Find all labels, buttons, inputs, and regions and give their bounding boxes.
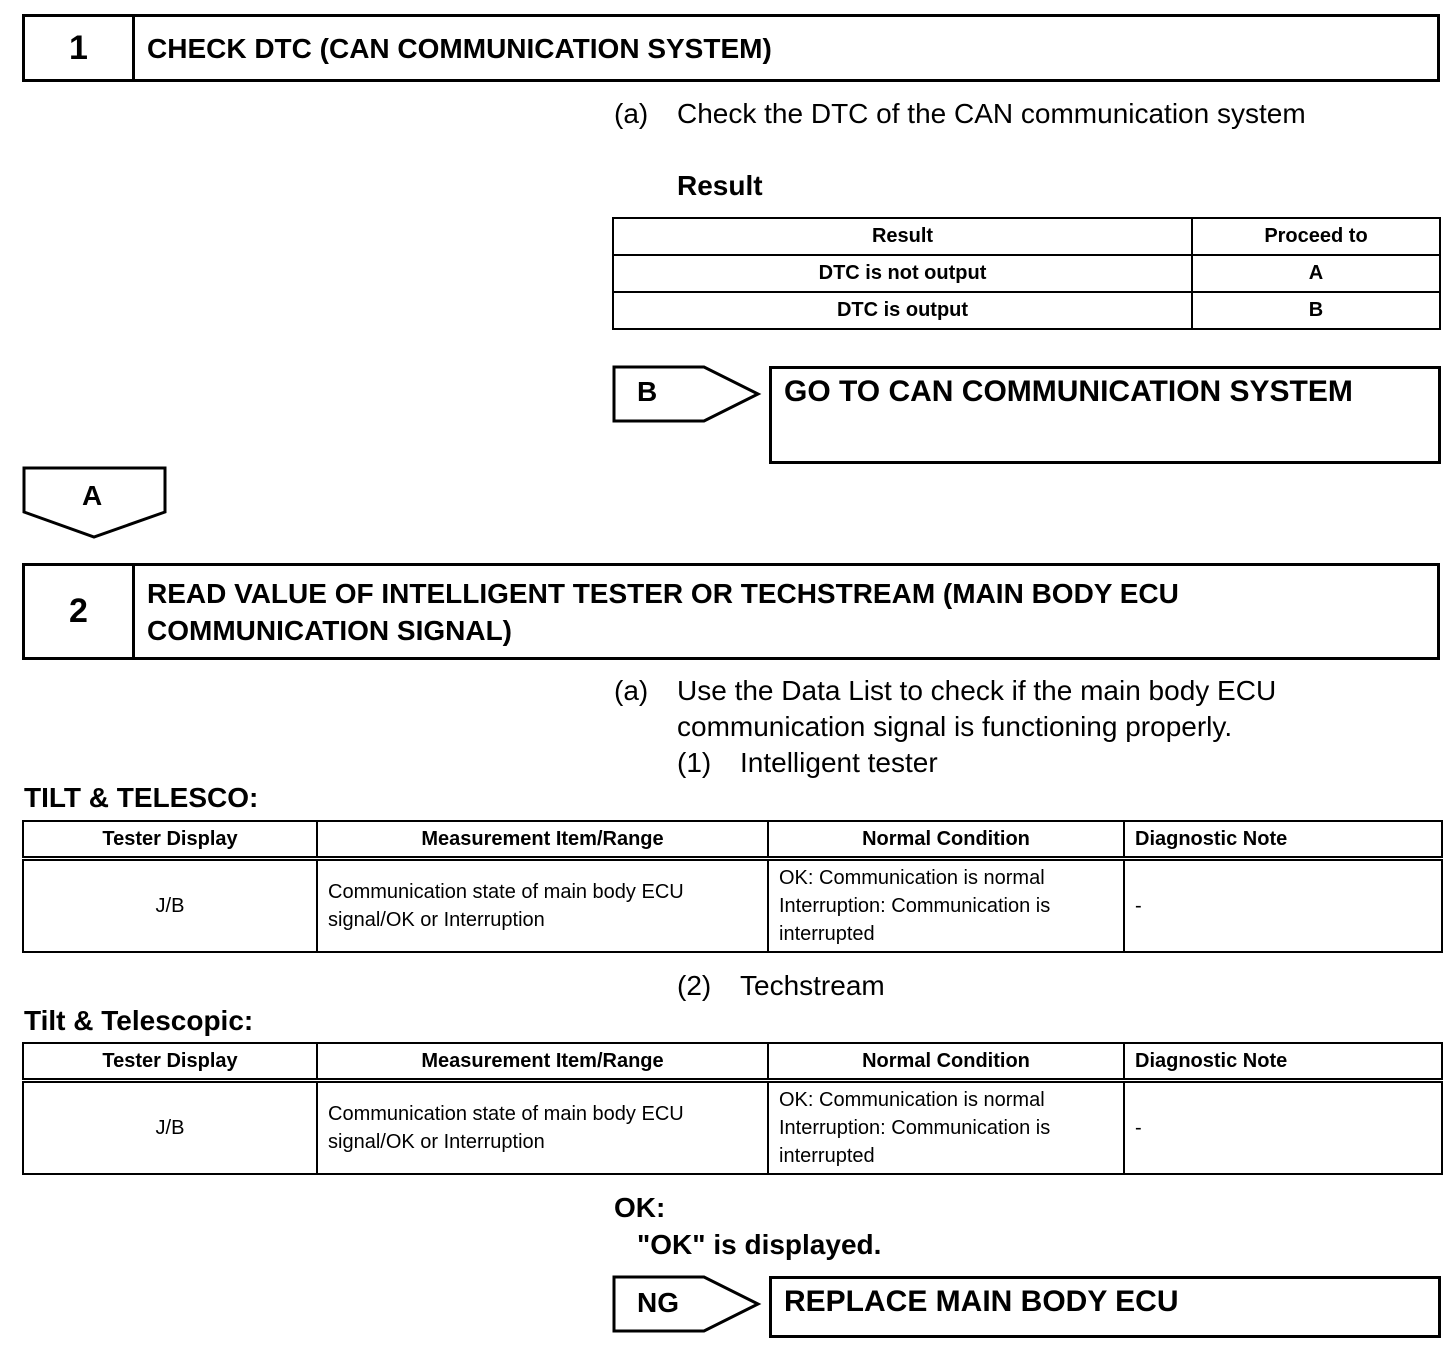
item-label: (a): [614, 98, 649, 129]
cell-line: OK: Communication is normal: [779, 1089, 1045, 1111]
step-2-title: [135, 566, 1437, 657]
cell-line: OK: Communication is normal: [779, 867, 1045, 889]
step-2-title-line-2: COMMUNICATION SIGNAL): [147, 614, 512, 646]
step-2-item-a: [614, 673, 1434, 742]
branch-b-label: B: [637, 376, 658, 407]
branch-b-arrow-icon: [612, 365, 762, 423]
table-header-cell: Tester Display: [23, 821, 317, 859]
table-header-row: [23, 1043, 1442, 1081]
table-cell: DTC is output: [613, 292, 1192, 329]
table-cell: [317, 859, 768, 953]
item-label: (a): [614, 675, 649, 706]
cell-line: Interruption: Communication is: [779, 895, 1051, 917]
table-cell: J/B: [23, 1081, 317, 1175]
result-heading: Result: [677, 170, 763, 201]
cell-line: Communication state of main body ECU: [328, 1103, 684, 1125]
table-cell: DTC is not output: [613, 255, 1192, 292]
step-2-title-line-1: READ VALUE OF INTELLIGENT TESTER OR TECHSTREAM (MAIN BODY ECU: [147, 577, 1179, 609]
item-text-line-2: communication signal is functioning properly.: [677, 711, 1233, 742]
result-table: [612, 217, 1441, 330]
table-cell: [768, 859, 1124, 953]
cell-line: interrupted: [779, 923, 875, 945]
table-1-heading: TILT & TELESCO:: [24, 782, 259, 813]
table-header-cell: Result: [613, 218, 1192, 255]
ok-text: "OK" is displayed.: [637, 1229, 882, 1260]
branch-b-action: [769, 366, 1441, 464]
table-cell: [317, 1081, 768, 1175]
sub-item-label: (1): [677, 747, 712, 778]
table-row: [23, 859, 1442, 953]
cell-line: signal/OK or Interruption: [328, 909, 545, 931]
branch-a-label: A: [82, 480, 103, 511]
sub-item-text: Techstream: [740, 970, 885, 1001]
table-cell: -: [1124, 1081, 1442, 1175]
cell-line: Communication state of main body ECU: [328, 881, 684, 903]
table-cell: -: [1124, 859, 1442, 953]
step-2-number: 2: [25, 566, 135, 657]
table-cell: J/B: [23, 859, 317, 953]
branch-ng-action-text: REPLACE MAIN BODY ECU: [784, 1285, 1179, 1318]
step-1-item-a: [614, 96, 1306, 132]
step-1-title: CHECK DTC (CAN COMMUNICATION SYSTEM): [147, 32, 772, 64]
table-row: [23, 1081, 1442, 1175]
table-header-cell: Normal Condition: [768, 1043, 1124, 1081]
table-header-cell: Proceed to: [1192, 218, 1440, 255]
cell-line: Interruption: Communication is: [779, 1117, 1051, 1139]
item-text-line-1: Use the Data List to check if the main body ECU: [677, 675, 1277, 706]
table-cell: B: [1192, 292, 1440, 329]
table-2-heading: Tilt & Telescopic:: [24, 1005, 254, 1036]
branch-ng-action: [769, 1276, 1441, 1338]
table-header-row: [23, 821, 1442, 859]
cell-line: signal/OK or Interruption: [328, 1131, 545, 1153]
cell-line: interrupted: [779, 1145, 875, 1167]
table-header-cell: Tester Display: [23, 1043, 317, 1081]
table-header-cell: Measurement Item/Range: [317, 821, 768, 859]
branch-b-action-text: GO TO CAN COMMUNICATION SYSTEM: [784, 375, 1353, 408]
sub-item-label: (2): [677, 970, 712, 1001]
sub-item-2: [677, 968, 885, 1004]
branch-ng-arrow-icon: [612, 1275, 762, 1333]
step-2-header: [22, 563, 1440, 660]
item-text: Check the DTC of the CAN communication system: [677, 98, 1306, 129]
step-1-number: 1: [25, 17, 135, 79]
data-table-2: [22, 1042, 1443, 1175]
branch-ng-label: NG: [637, 1287, 679, 1318]
table-row: [613, 292, 1440, 329]
table-cell: A: [1192, 255, 1440, 292]
table-header-row: [613, 218, 1440, 255]
table-header-cell: Diagnostic Note: [1124, 821, 1442, 859]
step-1-header: [22, 14, 1440, 82]
table-row: [613, 255, 1440, 292]
table-header-cell: Normal Condition: [768, 821, 1124, 859]
table-header-cell: Diagnostic Note: [1124, 1043, 1442, 1081]
ok-label: OK:: [614, 1192, 666, 1223]
sub-item-text: Intelligent tester: [740, 747, 938, 778]
table-cell: [768, 1081, 1124, 1175]
sub-item-1: [677, 745, 938, 781]
table-header-cell: Measurement Item/Range: [317, 1043, 768, 1081]
data-table-1: [22, 820, 1443, 953]
